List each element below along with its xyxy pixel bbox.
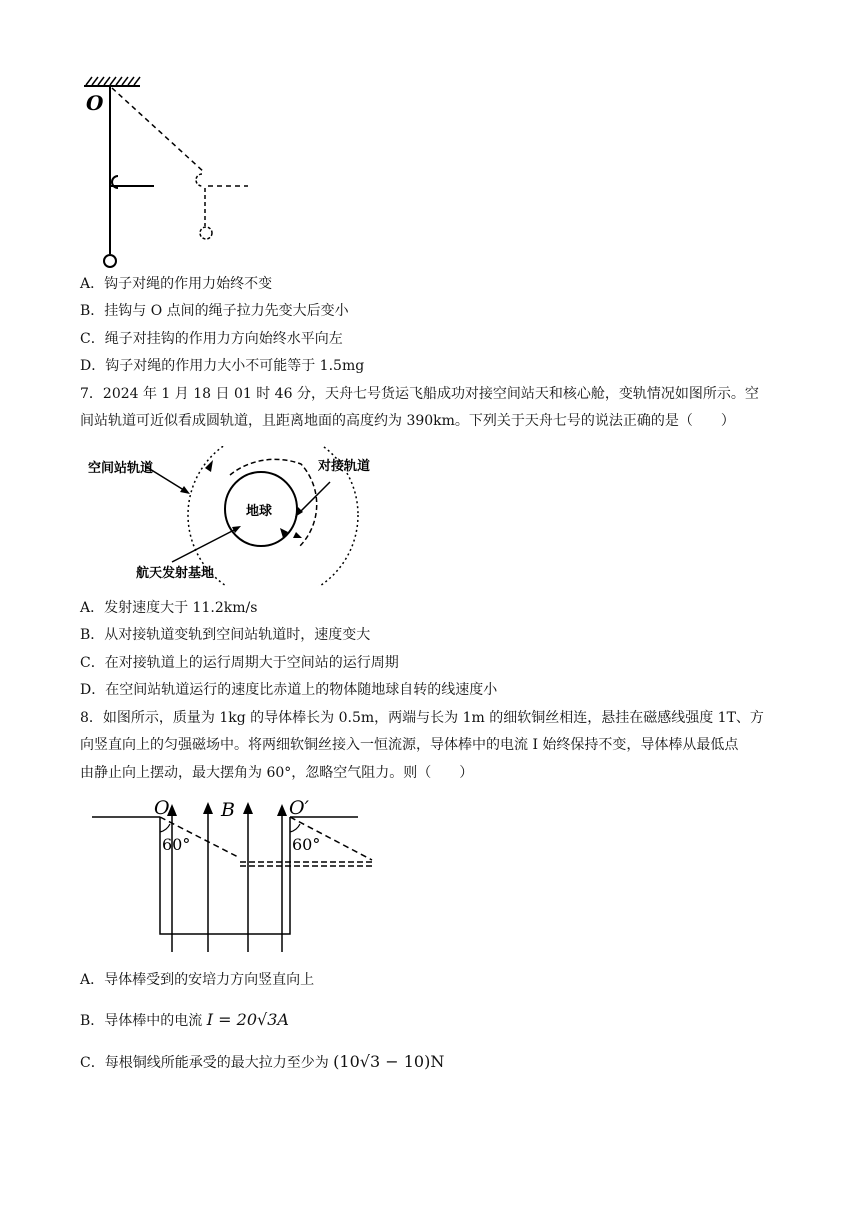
q6-option-d: D．钩子对绳的作用力大小不可能等于 1.5mg (80, 358, 365, 374)
q7-option-b: B．从对接轨道变轨到空间站轨道时，速度变大 (80, 627, 371, 643)
q8-option-c-text: C．每根铜线所能承受的最大拉力至少为 (80, 1055, 329, 1071)
figure-orbits (80, 446, 400, 586)
figure-magnetic-field (90, 792, 390, 962)
earth-label: 地球 (246, 504, 273, 519)
q8-stem-line2: 向竖直向上的匀强磁场中。将两细软铜丝接入一恒流源，导体棒中的电流 I 始终保持不变，导体棒从最低点 (80, 737, 739, 753)
field-b-label: B (221, 799, 235, 821)
q6-option-b: B．挂钩与 O 点间的绳子拉力先变大后变小 (80, 303, 349, 319)
q8-stem-line3: 由静止向上摆动，最大摆角为 60°，忽略空气阻力。则（ ） (80, 765, 474, 781)
q8-stem-line1: 8．如图所示，质量为 1kg 的导体棒长为 0.5m，两端与长为 1m 的细软铜丝相连，悬挂在磁感线强度 1T、方 (80, 710, 764, 726)
q8-option-c-formula: (10√3 − 10)N (333, 1052, 445, 1071)
angle-left-label: 60° (162, 835, 191, 854)
launch-base-label: 航天发射基地 (136, 566, 215, 581)
q7-stem-line2: 间站轨道可近似看成圆轨道，且距离地面的高度约为 390km。下列关于天舟七号的说法正确的是（ ） (80, 413, 735, 429)
q8-option-b (80, 1010, 289, 1031)
q6-option-a: A．钩子对绳的作用力始终不变 (80, 276, 273, 292)
docking-orbit-label: 对接轨道 (318, 459, 371, 474)
q7-option-d: D．在空间站轨道运行的速度比赤道上的物体随地球自转的线速度小 (80, 682, 498, 698)
station-orbit-label: 空间站轨道 (88, 461, 154, 476)
q8-option-b-text: B．导体棒中的电流 (80, 1013, 203, 1029)
figure-hook-pendulum (78, 72, 268, 272)
q8-option-a: A．导体棒受到的安培力方向竖直向上 (80, 972, 315, 988)
angle-right-label: 60° (292, 835, 321, 854)
q7-stem-line1: 7．2024 年 1 月 18 日 01 时 46 分，天舟七号货运飞船成功对接空间站天和核心舱，变轨情况如图所示。空 (80, 386, 759, 402)
point-o-label: O (154, 797, 170, 819)
q8-option-c (80, 1052, 444, 1073)
q6-option-c: C．绳子对挂钩的作用力方向始终水平向左 (80, 331, 343, 347)
q8-option-b-formula: I = 20√3A (206, 1010, 289, 1029)
q7-option-a: A．发射速度大于 11.2km/s (80, 600, 258, 616)
point-o-label: O (86, 91, 104, 115)
point-o-prime-label: O′ (289, 797, 309, 819)
q7-option-c: C．在对接轨道上的运行周期大于空间站的运行周期 (80, 655, 399, 671)
